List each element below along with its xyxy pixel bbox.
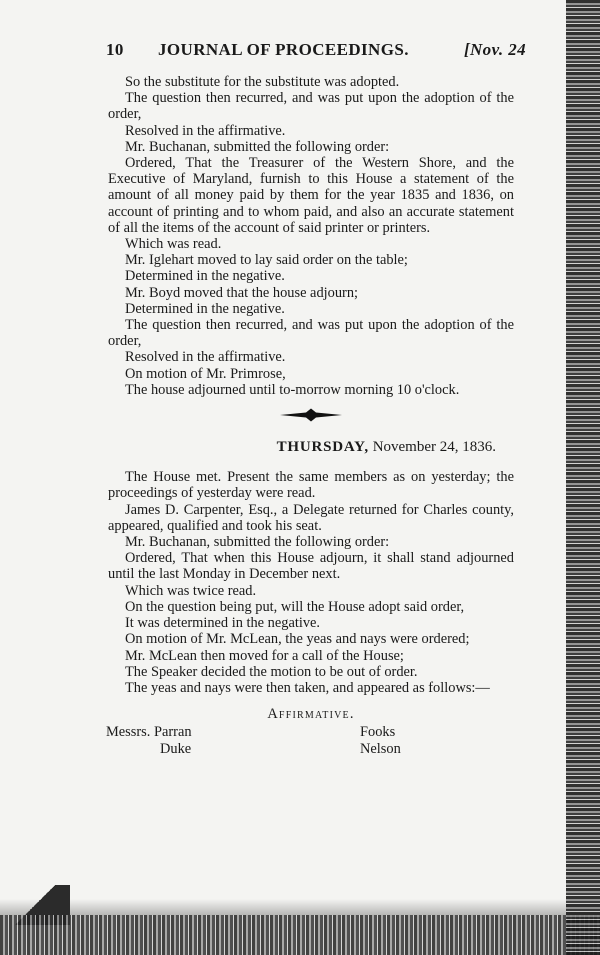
- book-edge-right: [566, 0, 600, 955]
- vote-row: [108, 724, 514, 741]
- paragraph: Determined in the negative.: [125, 268, 285, 285]
- page-header: [106, 40, 526, 68]
- vote-name-left: Duke: [160, 741, 192, 758]
- page-shadow: [0, 899, 600, 915]
- paragraph: On motion of Mr. Primrose,: [125, 365, 286, 382]
- day-heading: [108, 439, 514, 455]
- header-date: [Nov. 24: [463, 40, 526, 59]
- running-title: JOURNAL OF PROCEEDINGS.: [158, 40, 409, 59]
- vote-name-right: Fooks: [360, 724, 396, 741]
- paragraph: The house adjourned until to-morrow morning 10 o'clock.: [125, 381, 460, 398]
- paragraph: The Speaker decided the motion to be out of order.: [125, 663, 418, 680]
- paragraph: On the question being put, will the House adopt said order,: [125, 598, 465, 615]
- paragraph: On motion of Mr. McLean, the yeas and nays were ordered;: [125, 631, 470, 648]
- vote-name-right: Nelson: [360, 741, 401, 758]
- paragraph: It was determined in the negative.: [125, 615, 321, 632]
- book-edge-bottom: [0, 915, 600, 955]
- paragraph: So the substitute for the substitute was adopted.: [125, 74, 400, 90]
- paragraph: Mr. Buchanan, submitted the following order:: [125, 138, 390, 155]
- vote-heading: Affirmative.: [267, 706, 355, 723]
- paragraph: The question then recurred, and was put upon the adoption of the order,: [108, 317, 514, 350]
- day-date: November 24, 1836.: [372, 439, 496, 456]
- paragraph: Resolved in the affirmative.: [125, 122, 286, 139]
- paragraph: Ordered, That when this House adjourn, it shall stand adjourned until the last Monday in December next.: [108, 550, 514, 583]
- paragraph: Which was twice read.: [125, 582, 257, 599]
- paragraph: Mr. Buchanan, submitted the following order:: [125, 534, 390, 551]
- paragraph: The question then recurred, and was put upon the adoption of the order,: [108, 90, 514, 123]
- day-name: THURSDAY,: [276, 439, 369, 456]
- section-divider: [108, 403, 514, 427]
- paragraph: Mr. McLean then moved for a call of the House;: [125, 647, 404, 664]
- journal-text: [108, 74, 514, 758]
- paragraph: James D. Carpenter, Esq., a Delegate returned for Charles county, appeared, qualified and took his seat.: [108, 501, 514, 534]
- paragraph: Determined in the negative.: [125, 300, 285, 317]
- page-number: 10: [106, 40, 124, 59]
- paragraph: Resolved in the affirmative.: [125, 349, 286, 366]
- paragraph: The House met. Present the same members as on yesterday; the proceedings of yesterday were read.: [108, 469, 514, 502]
- paragraph: Ordered, That the Treasurer of the Western Shore, and the Executive of Maryland, furnish to this House a statement of the amount of all money paid by them for the year 1835 and 1836, on account of printing and to whom paid, and also an accurate statement of all the items of the account of said printer or printers.: [108, 155, 514, 236]
- divider-ornament-icon: [280, 408, 342, 422]
- paragraph: The yeas and nays were then taken, and appeared as follows:—: [125, 679, 490, 696]
- vote-name-left: Messrs. Parran: [106, 724, 192, 741]
- paragraph: Mr. Iglehart moved to lay said order on the table;: [125, 252, 408, 269]
- vote-row: [108, 741, 514, 758]
- paragraph: Which was read.: [125, 236, 222, 253]
- paragraph: Mr. Boyd moved that the house adjourn;: [125, 284, 359, 301]
